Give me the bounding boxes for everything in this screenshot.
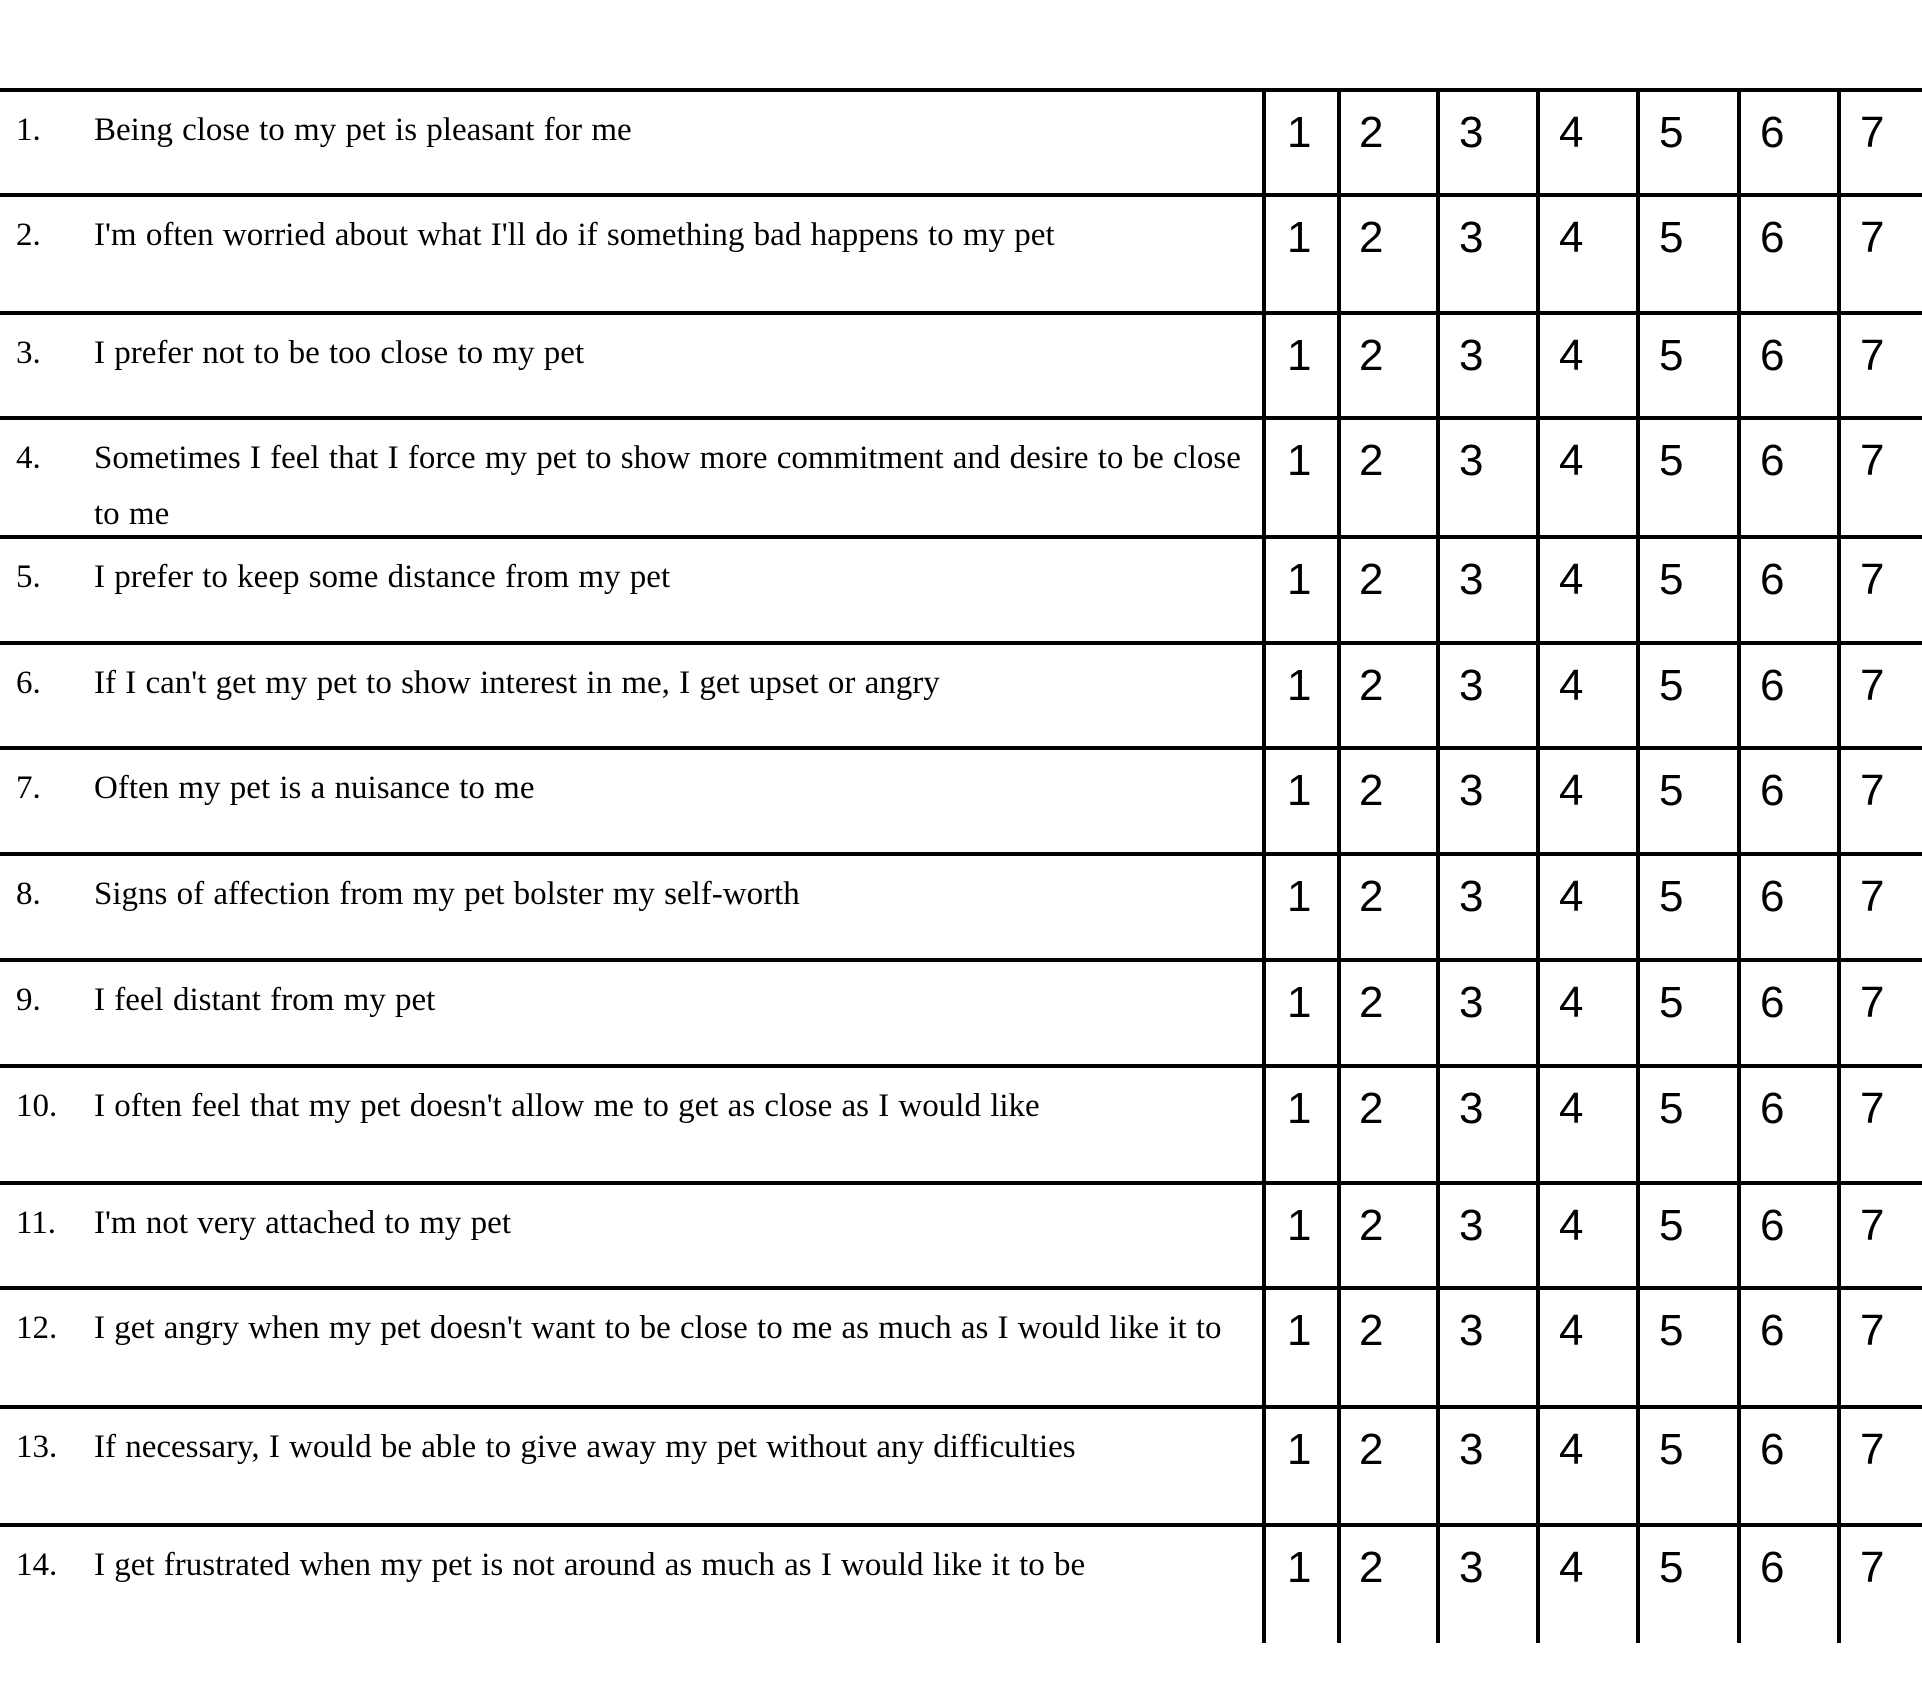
rating-option-1[interactable]: 1 bbox=[1287, 555, 1312, 604]
rating-option-3[interactable]: 3 bbox=[1459, 1425, 1484, 1474]
rating-option-3[interactable]: 3 bbox=[1459, 436, 1484, 485]
rating-option-4[interactable]: 4 bbox=[1559, 978, 1584, 1027]
rating-option-2[interactable]: 2 bbox=[1359, 331, 1384, 380]
questionnaire-item-row bbox=[0, 420, 1922, 535]
item-number: 11. bbox=[16, 1205, 57, 1241]
rating-option-7[interactable]: 7 bbox=[1860, 1201, 1885, 1250]
rating-option-5[interactable]: 5 bbox=[1659, 331, 1684, 380]
rating-option-5[interactable]: 5 bbox=[1659, 555, 1684, 604]
item-statement: Sometimes I feel that I force my pet to show more commitment and desire to be close to me bbox=[94, 440, 1241, 532]
questionnaire-item-row bbox=[0, 315, 1922, 416]
item-number: 4. bbox=[16, 440, 41, 476]
rating-option-2[interactable]: 2 bbox=[1359, 1084, 1384, 1133]
rating-option-6[interactable]: 6 bbox=[1760, 872, 1785, 921]
rating-option-1[interactable]: 1 bbox=[1287, 1306, 1312, 1355]
item-statement: I prefer not to be too close to my pet bbox=[94, 335, 585, 371]
rating-option-1[interactable]: 1 bbox=[1287, 872, 1312, 921]
questionnaire-item-row bbox=[0, 856, 1922, 958]
rating-option-3[interactable]: 3 bbox=[1459, 1084, 1484, 1133]
rating-option-4[interactable]: 4 bbox=[1559, 108, 1584, 157]
rating-option-4[interactable]: 4 bbox=[1559, 766, 1584, 815]
rating-option-3[interactable]: 3 bbox=[1459, 1306, 1484, 1355]
questionnaire-item-row bbox=[0, 750, 1922, 852]
rating-option-2[interactable]: 2 bbox=[1359, 766, 1384, 815]
rating-option-3[interactable]: 3 bbox=[1459, 661, 1484, 710]
rating-option-6[interactable]: 6 bbox=[1760, 1306, 1785, 1355]
rating-option-6[interactable]: 6 bbox=[1760, 108, 1785, 157]
rating-option-2[interactable]: 2 bbox=[1359, 1425, 1384, 1474]
rating-option-2[interactable]: 2 bbox=[1359, 661, 1384, 710]
rating-option-4[interactable]: 4 bbox=[1559, 331, 1584, 380]
rating-option-3[interactable]: 3 bbox=[1459, 213, 1484, 262]
item-statement: I get frustrated when my pet is not around as much as I would like it to be bbox=[94, 1547, 1086, 1583]
rating-option-5[interactable]: 5 bbox=[1659, 436, 1684, 485]
rating-option-3[interactable]: 3 bbox=[1459, 108, 1484, 157]
rating-option-4[interactable]: 4 bbox=[1559, 1306, 1584, 1355]
item-number: 3. bbox=[16, 335, 41, 371]
rating-option-3[interactable]: 3 bbox=[1459, 766, 1484, 815]
rating-option-1[interactable]: 1 bbox=[1287, 978, 1312, 1027]
item-statement: Signs of affection from my pet bolster my self-worth bbox=[94, 876, 800, 912]
rating-option-5[interactable]: 5 bbox=[1659, 978, 1684, 1027]
rating-option-5[interactable]: 5 bbox=[1659, 1543, 1684, 1592]
item-number: 8. bbox=[16, 876, 41, 912]
rating-option-2[interactable]: 2 bbox=[1359, 436, 1384, 485]
item-number: 6. bbox=[16, 665, 41, 701]
rating-option-3[interactable]: 3 bbox=[1459, 555, 1484, 604]
questionnaire-item-row bbox=[0, 1290, 1922, 1405]
rating-option-7[interactable]: 7 bbox=[1860, 978, 1885, 1027]
rating-option-2[interactable]: 2 bbox=[1359, 108, 1384, 157]
rating-option-7[interactable]: 7 bbox=[1860, 1306, 1885, 1355]
item-statement: I feel distant from my pet bbox=[94, 982, 436, 1018]
rating-option-4[interactable]: 4 bbox=[1559, 1201, 1584, 1250]
item-number: 2. bbox=[16, 217, 41, 253]
rating-option-7[interactable]: 7 bbox=[1860, 1425, 1885, 1474]
rating-option-4[interactable]: 4 bbox=[1559, 1084, 1584, 1133]
questionnaire-item-row bbox=[0, 1527, 1922, 1643]
rating-option-7[interactable]: 7 bbox=[1860, 108, 1885, 157]
item-statement: Being close to my pet is pleasant for me bbox=[94, 112, 632, 148]
rating-option-7[interactable]: 7 bbox=[1860, 555, 1885, 604]
rating-option-3[interactable]: 3 bbox=[1459, 872, 1484, 921]
item-number: 7. bbox=[16, 770, 41, 806]
rating-option-5[interactable]: 5 bbox=[1659, 1425, 1684, 1474]
rating-option-2[interactable]: 2 bbox=[1359, 1201, 1384, 1250]
rating-option-2[interactable]: 2 bbox=[1359, 978, 1384, 1027]
item-statement: I prefer to keep some distance from my pet bbox=[94, 559, 671, 595]
rating-option-5[interactable]: 5 bbox=[1659, 872, 1684, 921]
questionnaire-item-row bbox=[0, 1409, 1922, 1523]
rating-option-2[interactable]: 2 bbox=[1359, 1543, 1384, 1592]
questionnaire-item-row bbox=[0, 962, 1922, 1064]
rating-option-6[interactable]: 6 bbox=[1760, 555, 1785, 604]
rating-option-1[interactable]: 1 bbox=[1287, 661, 1312, 710]
item-number: 9. bbox=[16, 982, 41, 1018]
questionnaire-item-row bbox=[0, 197, 1922, 311]
rating-option-4[interactable]: 4 bbox=[1559, 436, 1584, 485]
rating-option-5[interactable]: 5 bbox=[1659, 661, 1684, 710]
rating-option-4[interactable]: 4 bbox=[1559, 661, 1584, 710]
rating-option-1[interactable]: 1 bbox=[1287, 1201, 1312, 1250]
rating-option-5[interactable]: 5 bbox=[1659, 1201, 1684, 1250]
rating-option-2[interactable]: 2 bbox=[1359, 1306, 1384, 1355]
item-number: 12. bbox=[16, 1310, 58, 1346]
rating-option-1[interactable]: 1 bbox=[1287, 436, 1312, 485]
rating-option-4[interactable]: 4 bbox=[1559, 872, 1584, 921]
rating-option-3[interactable]: 3 bbox=[1459, 331, 1484, 380]
rating-option-3[interactable]: 3 bbox=[1459, 1543, 1484, 1592]
rating-option-6[interactable]: 6 bbox=[1760, 213, 1785, 262]
item-number: 13. bbox=[16, 1429, 58, 1465]
rating-option-6[interactable]: 6 bbox=[1760, 661, 1785, 710]
rating-option-1[interactable]: 1 bbox=[1287, 1084, 1312, 1133]
rating-option-4[interactable]: 4 bbox=[1559, 1543, 1584, 1592]
rating-option-7[interactable]: 7 bbox=[1860, 766, 1885, 815]
rating-option-7[interactable]: 7 bbox=[1860, 213, 1885, 262]
rating-option-5[interactable]: 5 bbox=[1659, 1306, 1684, 1355]
questionnaire-item-row bbox=[0, 92, 1922, 193]
questionnaire-item-row bbox=[0, 539, 1922, 641]
rating-option-6[interactable]: 6 bbox=[1760, 1543, 1785, 1592]
item-number: 1. bbox=[16, 112, 41, 148]
rating-option-6[interactable]: 6 bbox=[1760, 1425, 1785, 1474]
rating-option-7[interactable]: 7 bbox=[1860, 436, 1885, 485]
rating-option-5[interactable]: 5 bbox=[1659, 766, 1684, 815]
rating-option-4[interactable]: 4 bbox=[1559, 555, 1584, 604]
item-statement: I'm often worried about what I'll do if something bad happens to my pet bbox=[94, 217, 1055, 253]
rating-option-6[interactable]: 6 bbox=[1760, 1084, 1785, 1133]
rating-option-6[interactable]: 6 bbox=[1760, 978, 1785, 1027]
rating-option-3[interactable]: 3 bbox=[1459, 978, 1484, 1027]
item-statement: I often feel that my pet doesn't allow me to get as close as I would like bbox=[94, 1088, 1040, 1124]
item-statement: Often my pet is a nuisance to me bbox=[94, 770, 535, 806]
rating-option-1[interactable]: 1 bbox=[1287, 1543, 1312, 1592]
item-statement: I'm not very attached to my pet bbox=[94, 1205, 511, 1241]
rating-option-7[interactable]: 7 bbox=[1860, 872, 1885, 921]
questionnaire-item-row bbox=[0, 645, 1922, 746]
item-statement: If I can't get my pet to show interest in me, I get upset or angry bbox=[94, 665, 940, 701]
rating-option-2[interactable]: 2 bbox=[1359, 213, 1384, 262]
item-number: 14. bbox=[16, 1547, 58, 1583]
rating-option-7[interactable]: 7 bbox=[1860, 661, 1885, 710]
rating-option-6[interactable]: 6 bbox=[1760, 331, 1785, 380]
rating-option-7[interactable]: 7 bbox=[1860, 331, 1885, 380]
item-statement: If necessary, I would be able to give away my pet without any difficulties bbox=[94, 1429, 1076, 1465]
item-number: 5. bbox=[16, 559, 41, 595]
rating-option-5[interactable]: 5 bbox=[1659, 213, 1684, 262]
rating-option-6[interactable]: 6 bbox=[1760, 766, 1785, 815]
rating-option-5[interactable]: 5 bbox=[1659, 108, 1684, 157]
rating-option-6[interactable]: 6 bbox=[1760, 436, 1785, 485]
rating-option-1[interactable]: 1 bbox=[1287, 213, 1312, 262]
item-number: 10. bbox=[16, 1088, 58, 1124]
rating-option-1[interactable]: 1 bbox=[1287, 331, 1312, 380]
rating-option-6[interactable]: 6 bbox=[1760, 1201, 1785, 1250]
rating-option-7[interactable]: 7 bbox=[1860, 1543, 1885, 1592]
questionnaire-item-row bbox=[0, 1068, 1922, 1181]
questionnaire-item-row bbox=[0, 1185, 1922, 1286]
rating-option-3[interactable]: 3 bbox=[1459, 1201, 1484, 1250]
item-statement: I get angry when my pet doesn't want to be close to me as much as I would like it to bbox=[94, 1310, 1222, 1346]
rating-option-5[interactable]: 5 bbox=[1659, 1084, 1684, 1133]
rating-option-1[interactable]: 1 bbox=[1287, 108, 1312, 157]
rating-option-2[interactable]: 2 bbox=[1359, 555, 1384, 604]
rating-option-2[interactable]: 2 bbox=[1359, 872, 1384, 921]
rating-option-1[interactable]: 1 bbox=[1287, 766, 1312, 815]
rating-option-4[interactable]: 4 bbox=[1559, 213, 1584, 262]
rating-option-1[interactable]: 1 bbox=[1287, 1425, 1312, 1474]
rating-option-4[interactable]: 4 bbox=[1559, 1425, 1584, 1474]
rating-option-7[interactable]: 7 bbox=[1860, 1084, 1885, 1133]
